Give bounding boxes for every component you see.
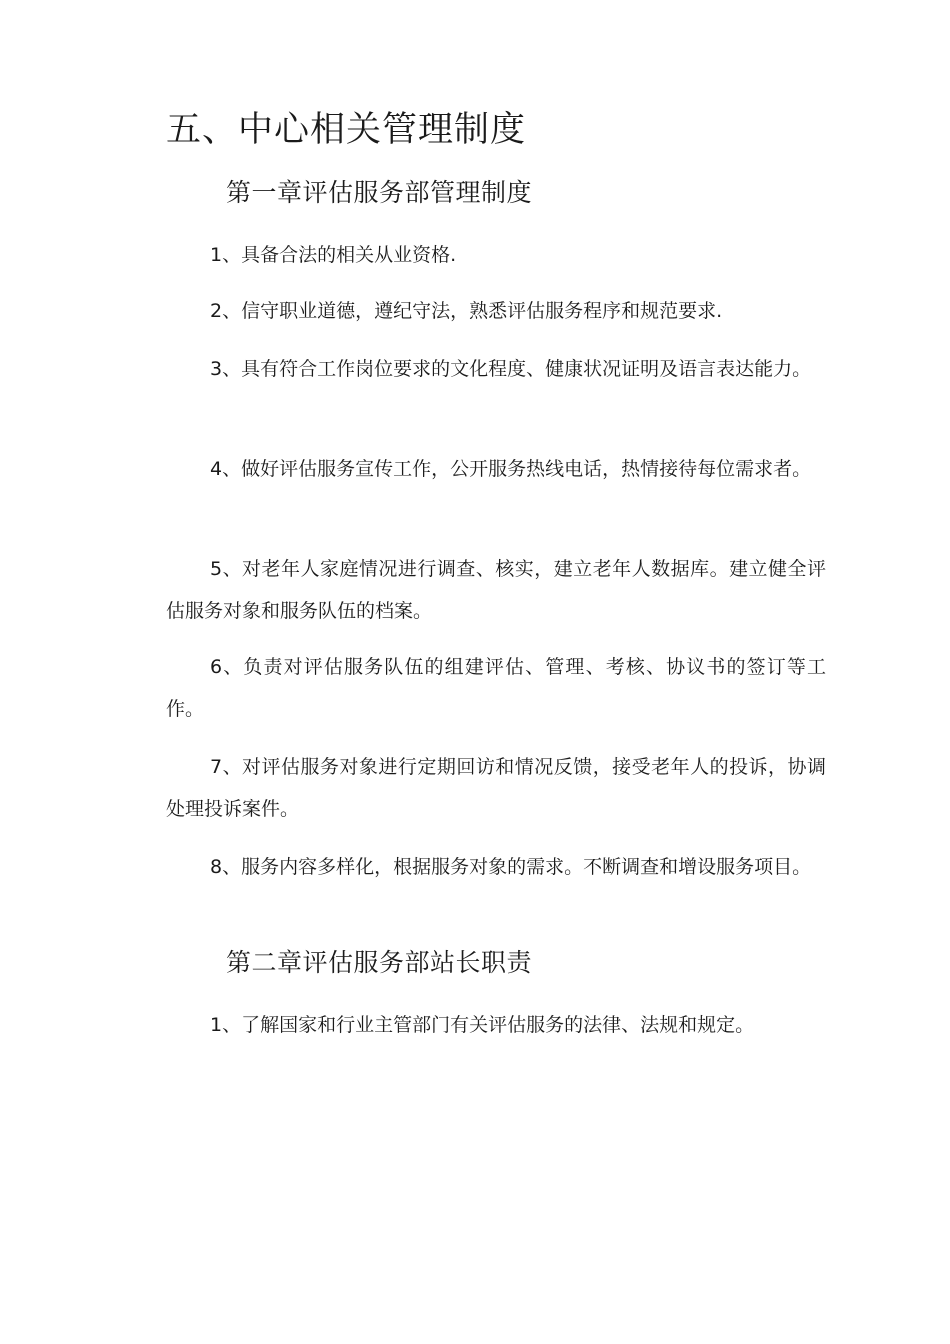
- chapter-1-item-2: 2、信守职业道德，遵纪守法，熟悉评估服务程序和规范要求.: [210, 300, 723, 322]
- chapter-1-item-3: 3、具有符合工作岗位要求的文化程度、健康状况证明及语言表达能力。: [210, 358, 812, 380]
- chapter-1-item-7: 7、对评估服务对象进行定期回访和情况反馈，接受老年人的投诉，协调处理投诉案件。: [166, 756, 826, 820]
- chapter-1-item-6: 6、负责对评估服务队伍的组建评估、管理、考核、协议书的签订等工作。: [166, 656, 826, 720]
- chapter-1-item-4: 4、做好评估服务宣传工作，公开服务热线电话，热情接待每位需求者。: [210, 458, 812, 480]
- chapter-1-title: 第一章评估服务部管理制度: [226, 178, 533, 207]
- chapter-1-item-1: 1、具备合法的相关从业资格.: [210, 244, 457, 266]
- chapter-2-item-1: 1、了解国家和行业主管部门有关评估服务的法律、法规和规定。: [210, 1014, 755, 1036]
- page-title: 五、中心相关管理制度: [166, 110, 527, 150]
- chapter-1-item-5: 5、对老年人家庭情况进行调查、核实，建立老年人数据库。建立健全评估服务对象和服务队伍的档案。: [166, 558, 826, 622]
- chapter-1-item-8: 8、服务内容多样化，根据服务对象的需求。不断调查和增设服务项目。: [210, 856, 812, 878]
- chapter-2-title: 第二章评估服务部站长职责: [226, 948, 533, 977]
